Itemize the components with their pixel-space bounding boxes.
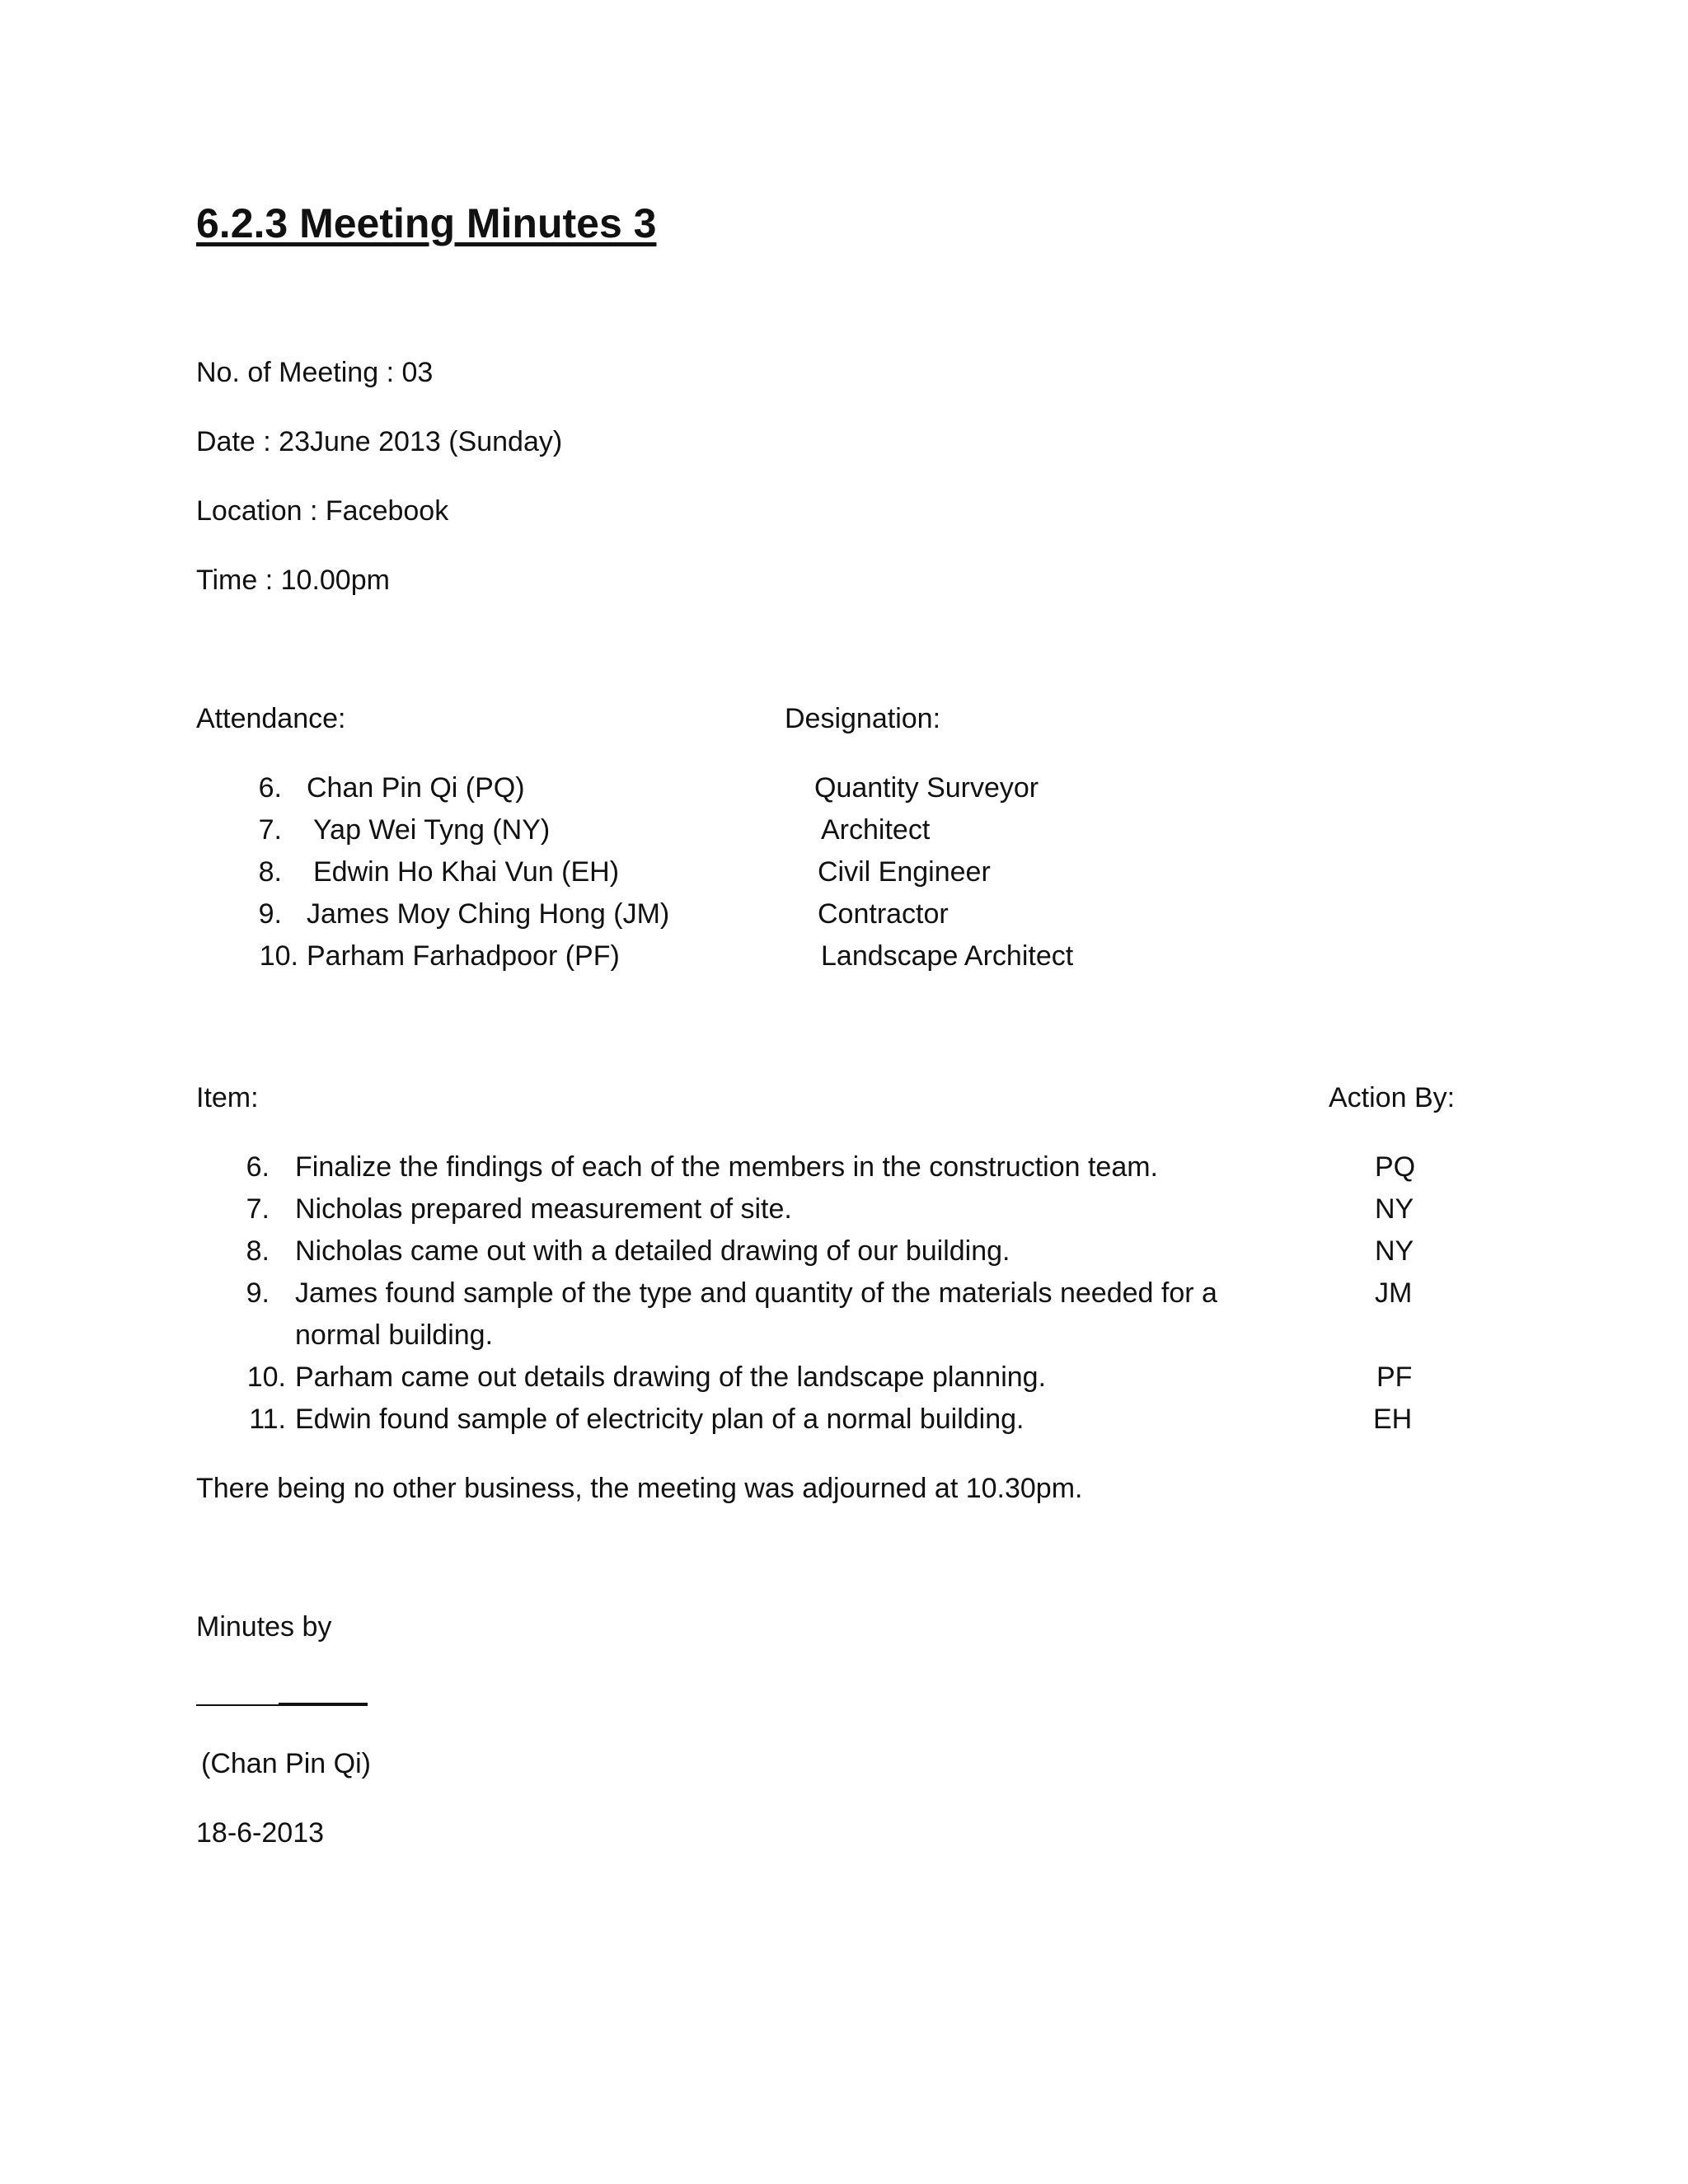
attendance-number: 10. xyxy=(259,940,298,972)
attendance-number: 9. xyxy=(258,898,282,930)
item-header: Item: xyxy=(196,1082,259,1113)
attendee-name: Parham Farhadpoor (PF) xyxy=(307,940,620,972)
signature-line xyxy=(196,1704,279,1706)
attendee-name: Yap Wei Tyng (NY) xyxy=(313,814,551,846)
page-title: 6.2.3 Meeting Minutes 3 xyxy=(196,200,657,246)
meeting-location: Location : Facebook xyxy=(196,495,449,527)
item-number: 8. xyxy=(246,1235,270,1267)
attendance-header: Attendance: xyxy=(196,703,346,734)
item-text-continuation: normal building. xyxy=(295,1319,494,1351)
closing-statement: There being no other business, the meeting was adjourned at 10.30pm. xyxy=(196,1473,1083,1504)
meeting-number: No. of Meeting : 03 xyxy=(196,357,434,388)
item-action: NY xyxy=(1375,1193,1414,1225)
meeting-time: Time : 10.00pm xyxy=(196,565,390,596)
item-number: 9. xyxy=(246,1277,270,1309)
signature-date: 18-6-2013 xyxy=(196,1817,325,1849)
action-by-header: Action By: xyxy=(1329,1082,1456,1113)
item-text: Finalize the findings of each of the members in the construction team. xyxy=(295,1151,1158,1183)
signature-mark xyxy=(279,1703,368,1706)
item-text: Nicholas came out with a detailed drawing of our building. xyxy=(295,1235,1010,1267)
item-number: 10. xyxy=(246,1361,286,1393)
attendance-number: 6. xyxy=(258,772,282,804)
attendee-designation: Civil Engineer xyxy=(818,856,991,888)
attendance-number: 7. xyxy=(258,814,282,846)
attendee-designation: Quantity Surveyor xyxy=(814,772,1039,804)
attendance-number: 8. xyxy=(258,856,282,888)
item-number: 7. xyxy=(246,1193,270,1225)
item-number: 11. xyxy=(249,1404,286,1435)
attendee-designation: Architect xyxy=(821,814,931,846)
attendee-designation: Landscape Architect xyxy=(821,940,1074,972)
item-action: PF xyxy=(1376,1361,1413,1393)
attendee-name: Edwin Ho Khai Vun (EH) xyxy=(313,856,620,888)
item-action: PQ xyxy=(1375,1151,1416,1183)
item-action: EH xyxy=(1373,1404,1413,1435)
item-action: JM xyxy=(1375,1277,1413,1309)
minutes-by-label: Minutes by xyxy=(196,1611,332,1643)
attendee-designation: Contractor xyxy=(818,898,949,930)
meeting-date: Date : 23June 2013 (Sunday) xyxy=(196,426,563,457)
item-number: 6. xyxy=(246,1151,270,1183)
signatory-name: (Chan Pin Qi) xyxy=(201,1748,371,1779)
item-text: Edwin found sample of electricity plan of a normal building. xyxy=(295,1404,1025,1435)
attendee-name: Chan Pin Qi (PQ) xyxy=(307,772,525,804)
item-text: James found sample of the type and quantity of the materials needed for a xyxy=(295,1277,1217,1309)
designation-header: Designation: xyxy=(785,703,941,734)
attendee-name: James Moy Ching Hong (JM) xyxy=(307,898,670,930)
item-text: Nicholas prepared measurement of site. xyxy=(295,1193,792,1225)
item-action: NY xyxy=(1375,1235,1414,1267)
item-text: Parham came out details drawing of the landscape planning. xyxy=(295,1361,1047,1393)
